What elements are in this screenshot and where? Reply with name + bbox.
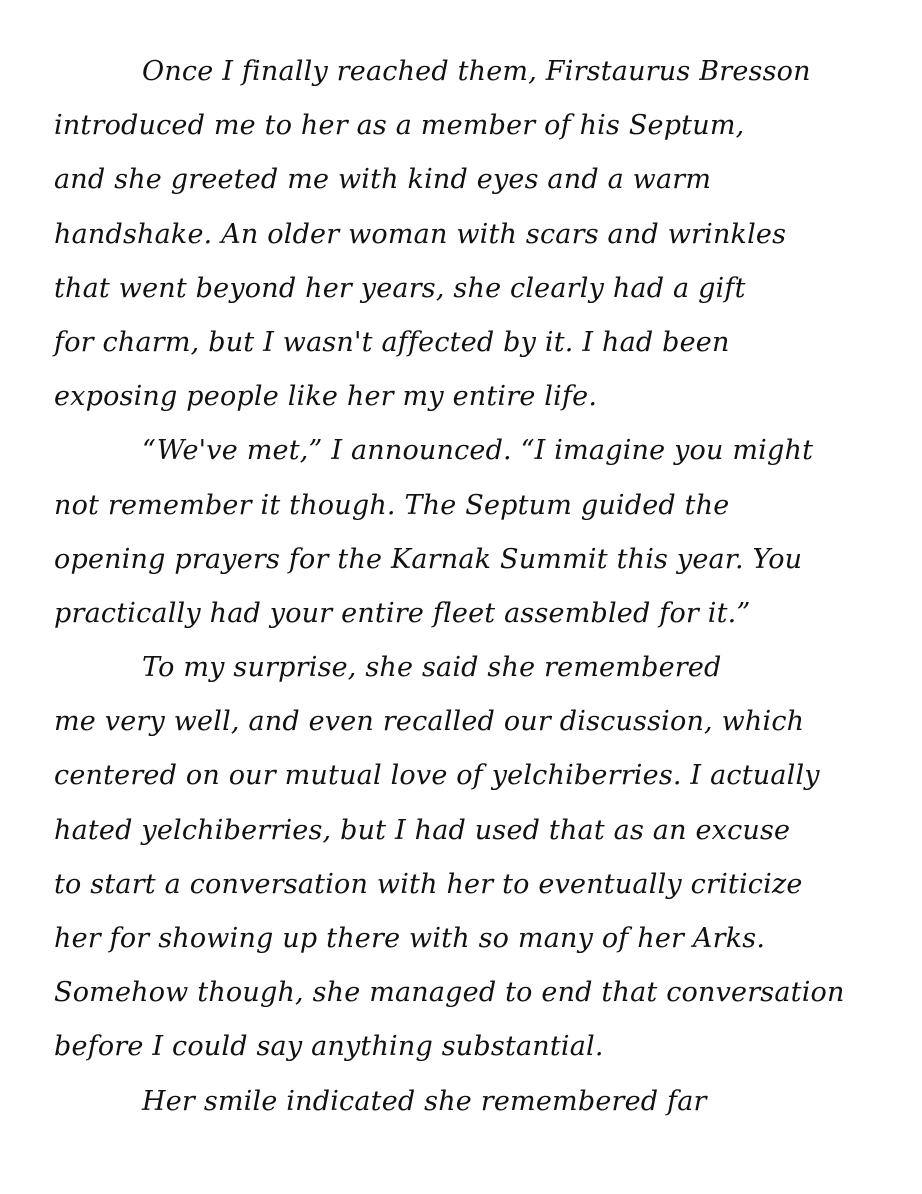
text-line: before I could say anything substantial.	[54, 1031, 604, 1063]
text-line: “We've met,” I announced. “I imagine you might	[142, 435, 814, 467]
text-line: exposing people like her my entire life.	[54, 381, 598, 413]
text-line: To my surprise, she said she remembered	[142, 652, 722, 684]
manuscript-text	[54, 45, 874, 1129]
text-line: hated yelchiberries, but I had used that as an excuse	[54, 814, 791, 846]
text-line: Somehow though, she managed to end that conversation	[54, 977, 845, 1009]
text-line: not remember it though. The Septum guided the	[54, 489, 730, 521]
text-line: me very well, and even recalled our discussion, which	[54, 706, 805, 738]
text-line: that went beyond her years, she clearly had a gift	[54, 272, 746, 304]
text-line: Once I finally reached them, Firstaurus Bresson	[142, 56, 811, 87]
text-line: handshake. An older woman with scars and wrinkles	[54, 218, 787, 250]
text-line: opening prayers for the Karnak Summit this year. You	[54, 543, 803, 575]
text-line: and she greeted me with kind eyes and a warm	[54, 164, 712, 196]
text-line: centered on our mutual love of yelchiberries. I actually	[54, 760, 820, 792]
text-line: practically had your entire fleet assembled for it.”	[54, 597, 751, 629]
text-line: to start a conversation with her to eventually criticize	[54, 868, 803, 900]
text-line: her for showing up there with so many of her Arks.	[54, 923, 766, 954]
text-line: Her smile indicated she remembered far	[142, 1085, 707, 1117]
text-line: for charm, but I wasn't affected by it. I had been	[54, 326, 730, 358]
text-line: introduced me to her as a member of his Septum,	[54, 110, 745, 142]
